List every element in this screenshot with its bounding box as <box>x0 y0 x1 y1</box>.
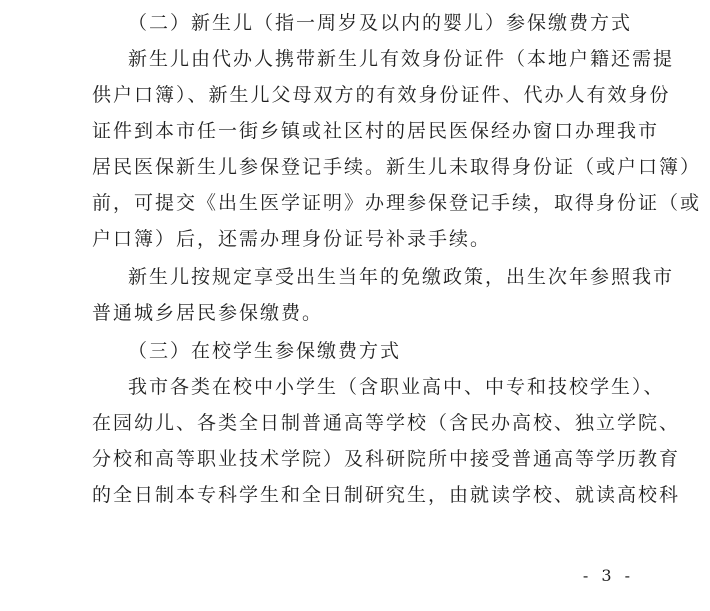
paragraph-line: 户口簿）后，还需办理身份证号补录手续。 <box>92 228 492 250</box>
paragraph-line: 证件到本市任一街乡镇或社区村的居民医保经办窗口办理我市 <box>92 120 660 142</box>
section-heading-students: （三）在校学生参保缴费方式 <box>128 340 402 362</box>
section-heading-newborn: （二）新生儿（指一周岁及以内的婴儿）参保缴费方式 <box>128 12 633 34</box>
paragraph-line: 的全日制本专科学生和全日制研究生，由就读学校、就读高校科 <box>92 484 681 506</box>
paragraph-line: 供户口簿）、新生儿父母双方的有效身份证件、代办人有效身份 <box>92 84 671 106</box>
paragraph-line: 新生儿按规定享受出生当年的免缴政策，出生次年参照我市 <box>128 266 675 288</box>
paragraph-line: 新生儿由代办人携带新生儿有效身份证件（本地户籍还需提 <box>128 48 675 70</box>
paragraph-line: 普通城乡居民参保缴费。 <box>92 302 324 324</box>
paragraph-line: 居民医保新生儿参保登记手续。新生儿未取得身份证（或户口簿） <box>92 156 702 178</box>
paragraph-line: 我市各类在校中小学生（含职业高中、中专和技校学生）、 <box>128 376 665 398</box>
paragraph-line: 在园幼儿、各类全日制普通高等学校（含民办高校、独立学院、 <box>92 412 681 434</box>
page-number: - 3 - <box>582 566 634 585</box>
paragraph-line: 前，可提交《出生医学证明》办理参保登记手续，取得身份证（或 <box>92 192 702 214</box>
paragraph-line: 分校和高等职业技术学院）及科研院所中接受普通高等学历教育 <box>92 448 681 470</box>
